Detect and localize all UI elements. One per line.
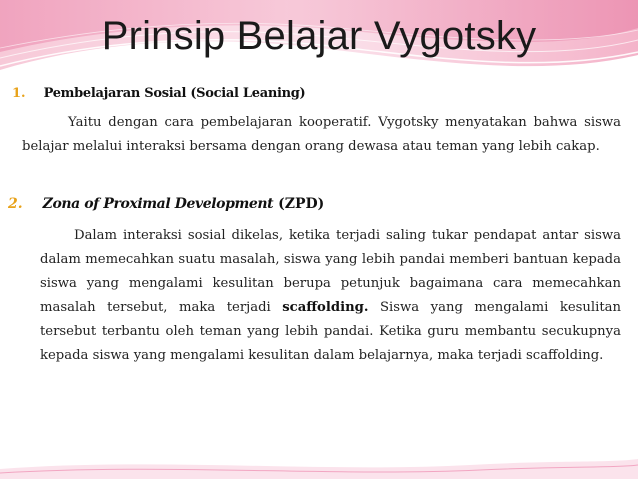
item-1-heading-text: Pembelajaran Sosial (Social Leaning) — [43, 86, 306, 101]
item-2-paragraph — [40, 224, 621, 368]
item-1-paragraph — [22, 111, 621, 159]
item-2-heading-italic: Zona of Proximal Development — [42, 196, 274, 212]
item-2-number: 2. — [8, 196, 23, 212]
slide-title: Prinsip Belajar Vygotsky — [101, 14, 537, 58]
decorative-bottom-wave — [0, 439, 638, 479]
item-2-paragraph-before: Dalam interaksi sosial dikelas, ketika terjadi saling tukar pendapat antar siswa dalam memecahkan suatu masalah, siswa yang lebih pandai memberi bantuan kepada siswa yang mengalami kesulitan berupa petunjuk bagaimana cara memecahkan masalah tersebut, maka terjadi — [40, 228, 621, 315]
item-1-number: 1. — [12, 86, 26, 101]
item-2-paragraph-after: Siswa yang mengalami kesulitan tersebut terbantu oleh teman yang lebih pandai. Ketika guru membantu secukupnya kepada siswa yang mengalami kesulitan dalam belajarnya, maka terjadi scaffolding. — [40, 300, 621, 363]
item-1-paragraph-text: Yaitu dengan cara pembelajaran kooperatif. Vygotsky menyatakan bahwa siswa belajar melalui interaksi bersama dengan orang dewasa atau teman yang lebih cakap. — [22, 115, 621, 154]
item-2-heading — [8, 196, 324, 212]
item-1-heading — [12, 86, 305, 101]
item-2-heading-abbrev: (ZPD) — [273, 196, 325, 212]
item-2-heading-text — [43, 196, 325, 212]
item-2-paragraph-emphasis: scaffolding. — [282, 300, 369, 315]
